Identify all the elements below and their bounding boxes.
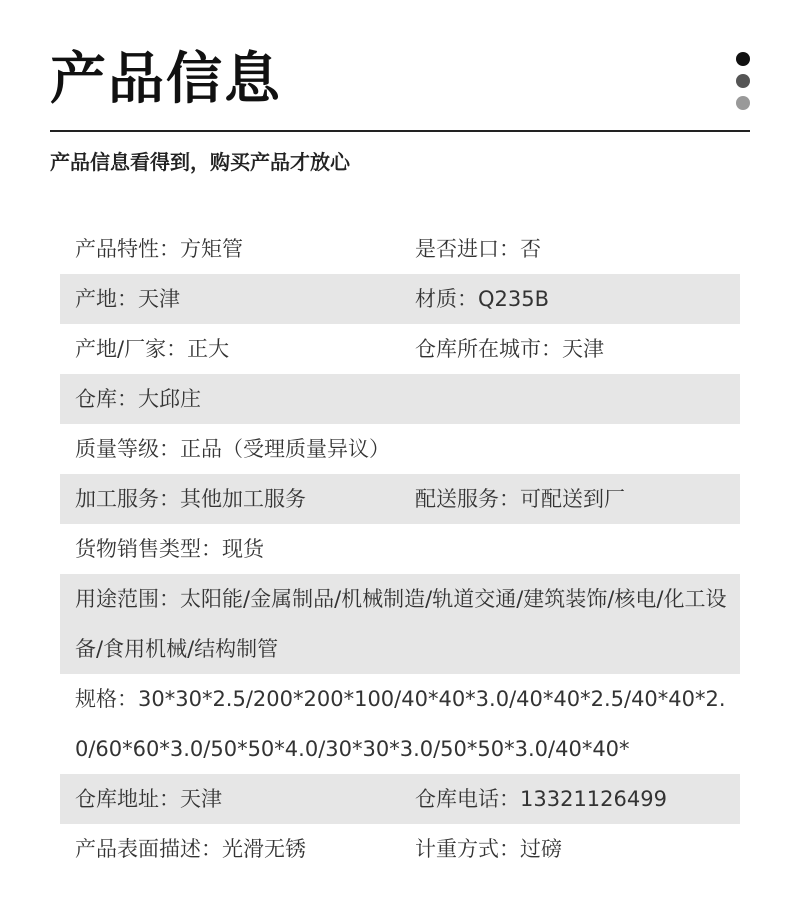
attr-delivery-service: 配送服务：可配送到厂 [415, 487, 625, 511]
product-info-table [60, 224, 740, 874]
page-title: 产品信息 [50, 47, 282, 112]
table-row [60, 474, 740, 524]
attr-usage-scope: 用途范围：太阳能/金属制品/机械制造/轨道交通/建筑装饰/核电/化工设备/食用机械/结构制管 [75, 587, 727, 661]
subtitle: 产品信息看得到，购买产品才放心 [50, 150, 350, 174]
attr-warehouse-address: 仓库地址：天津 [75, 787, 222, 811]
attr-sales-type: 货物销售类型：现货 [75, 537, 264, 561]
attr-material: 材质：Q235B [415, 287, 550, 311]
attr-origin: 产地：天津 [75, 287, 180, 311]
table-row [60, 374, 740, 424]
attr-warehouse-city: 仓库所在城市：天津 [415, 337, 604, 361]
table-row [60, 324, 740, 374]
table-row [60, 774, 740, 824]
attr-weighing-method: 计重方式：过磅 [415, 837, 562, 861]
attr-imported: 是否进口：否 [415, 237, 541, 261]
attr-product-feature: 产品特性：方矩管 [75, 237, 243, 261]
header [50, 44, 750, 132]
attr-manufacturer: 产地/厂家：正大 [75, 337, 230, 361]
table-row [60, 224, 740, 274]
title-divider [50, 130, 750, 132]
attr-specification: 规格：30*30*2.5/200*200*100/40*40*3.0/40*40*2.5/40*40*2.0/60*60*3.0/50*50*4.0/30*30*3.0/50*50*3.0/40*40* [75, 687, 726, 761]
attr-warehouse: 仓库：大邱庄 [75, 387, 201, 411]
table-row [60, 424, 740, 474]
table-row [60, 674, 740, 774]
attr-quality-grade: 质量等级：正品（受理质量异议） [75, 437, 390, 461]
table-row [60, 824, 740, 874]
table-row [60, 574, 740, 674]
dots-indicator [736, 52, 750, 118]
table-row [60, 524, 740, 574]
dot-2-icon [736, 74, 750, 88]
attr-warehouse-phone: 仓库电话：13321126499 [415, 787, 667, 811]
table-row [60, 274, 740, 324]
attr-surface-description: 产品表面描述：光滑无锈 [75, 837, 306, 861]
dot-3-icon [736, 96, 750, 110]
attr-processing-service: 加工服务：其他加工服务 [75, 487, 306, 511]
dot-1-icon [736, 52, 750, 66]
